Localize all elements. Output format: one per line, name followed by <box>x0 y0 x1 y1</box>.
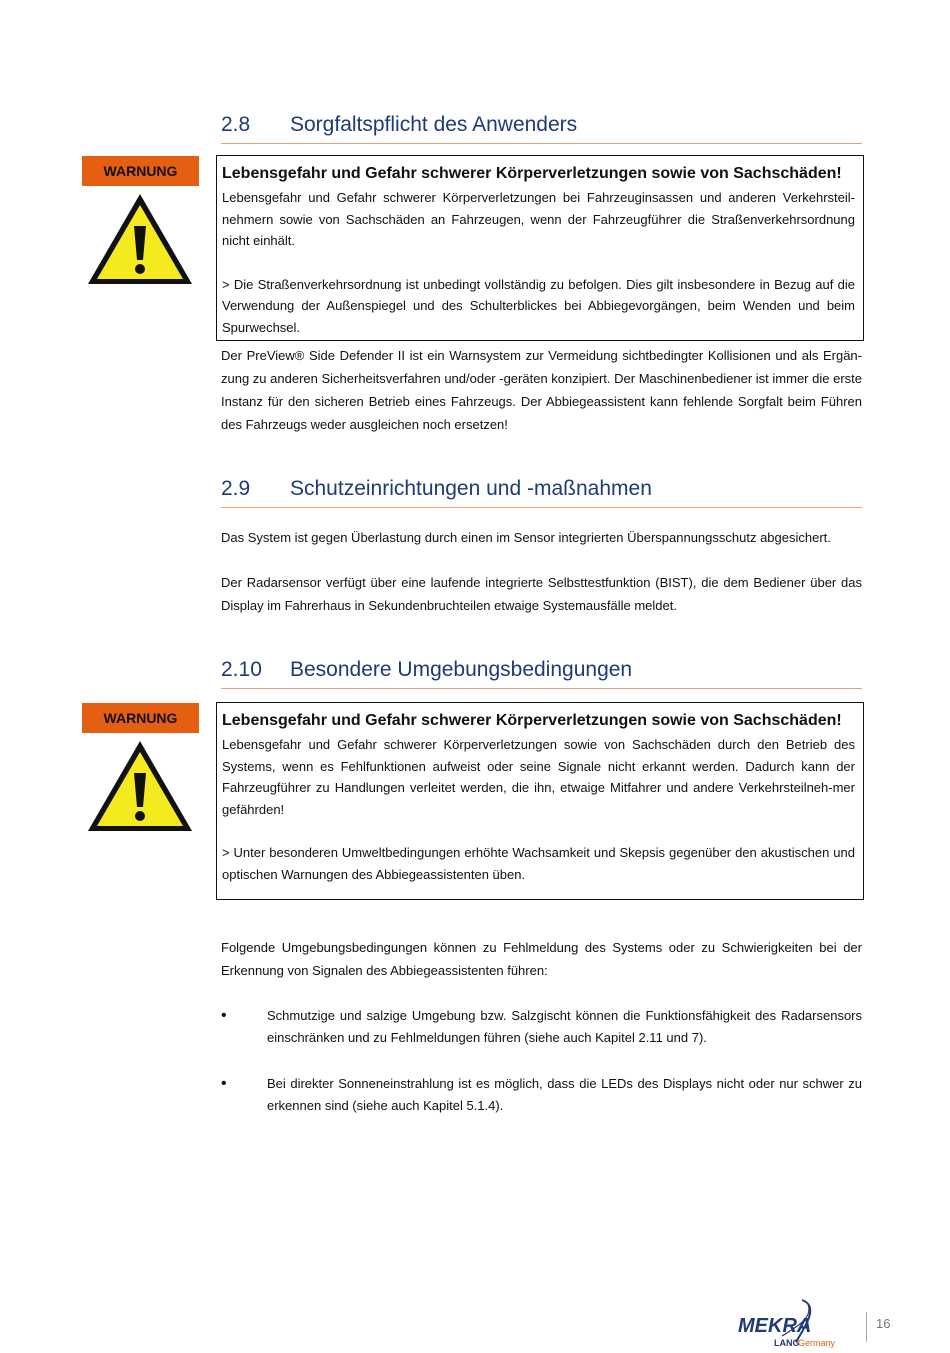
list-item <box>221 1005 862 1049</box>
bullet-icon: • <box>221 1075 227 1092</box>
section-number: 2.9 <box>221 477 251 500</box>
paragraph: Folgende Umgebungsbedingungen können zu Fehlmeldung des Systems oder zu Schwierigkeiten bei der Erkennung von Signalen des Abbiegeassistenten führen: <box>221 940 862 978</box>
warning-triangle-icon <box>84 190 196 288</box>
logo-main-text: MEKRA <box>738 1315 812 1337</box>
paragraph: Der PreView® Side Defender II ist ein Warnsystem zur Vermeidung sichtbedingter Kollisionen und als Ergän-zung zu anderen Sicherheitsverfahren und/oder -geräten konzipiert. Der Maschinenbediener ist immer die erste Instanz für den sicheren Betrieb eines Fahrzeugs. Der Abbiegeassistent kann fehlende Sorgfalt beim Führen des Fahrzeugs weder ausgleichen noch ersetzen! <box>221 348 862 432</box>
paragraph: Der Radarsensor verfügt über eine laufende integrierte Selbsttestfunktion (BIST), die dem Bediener über das Display im Fahrerhaus in Sekundenbruchteilen etwaige Systemausfälle meldet. <box>221 575 862 613</box>
warning-badge: WARNUNG <box>82 703 199 733</box>
company-logo <box>738 1296 848 1352</box>
bullet-icon: • <box>221 1007 227 1024</box>
warning-triangle-icon <box>84 737 196 835</box>
logo-sub-text: LANG <box>774 1338 800 1348</box>
list-item-text: Schmutzige und salzige Umgebung bzw. Salzgischt können die Funktionsfähigkeit des Radarsensors einschränken und zu Fehlmeldungen führen (siehe auch Kapitel 2.11 und 7). <box>267 1008 862 1045</box>
warning-box <box>216 702 864 900</box>
section-title: Schutzeinrichtungen und -maßnahmen <box>290 477 652 500</box>
warning-title: Lebensgefahr und Gefahr schwerer Körperverletzungen sowie von Sachschäden! <box>222 165 842 182</box>
warning-text: Lebensgefahr und Gefahr schwerer Körperverletzungen sowie von Sachschäden durch den Betrieb des Systems, wenn es Fehlfunktionen aufweist oder seine Signale nicht erkannt werden. Dadurch kann der Fahrzeugführer zu Handlungen verleitet werden, die ihn, etwaige Mitfahrer und andere Verkehrsteilneh-mer gefährden! <box>222 737 855 817</box>
warning-instruction: > Die Straßenverkehrsordnung ist unbedingt vollständig zu befolgen. Dies gilt insbesondere in Bezug auf die Verwendung der Außenspiegel und des Schulterblickes bei Abbiegevorgängen, beim Wenden und beim Spurwechsel. <box>222 276 855 335</box>
page-number: 16 <box>876 1316 891 1331</box>
warning-box <box>216 155 864 341</box>
list-item-text: Bei direkter Sonneneinstrahlung ist es möglich, dass die LEDs des Displays nicht oder nur schwer zu erkennen sind (siehe auch Kapitel 5.1.4). <box>267 1076 862 1113</box>
list-item <box>221 1073 862 1117</box>
section-heading-2-8 <box>221 111 862 144</box>
section-number: 2.10 <box>221 658 262 681</box>
section-title: Besondere Umgebungsbedingungen <box>290 658 633 681</box>
section-heading-2-9 <box>221 475 862 508</box>
logo-country-text: Germany <box>798 1338 836 1348</box>
section-title: Sorgfaltspflicht des Anwenders <box>290 113 578 136</box>
warning-title: Lebensgefahr und Gefahr schwerer Körperverletzungen sowie von Sachschäden! <box>222 712 842 729</box>
footer-divider <box>866 1312 867 1342</box>
warning-badge: WARNUNG <box>82 156 199 186</box>
warning-instruction: > Unter besonderen Umweltbedingungen erhöhte Wachsamkeit und Skepsis gegenüber den akustischen und optischen Warnungen des Abbiegeassistenten üben. <box>222 845 855 882</box>
paragraph: Das System ist gegen Überlastung durch einen im Sensor integrierten Überspannungsschutz abgesichert. <box>221 530 831 545</box>
warning-text: Lebensgefahr und Gefahr schwerer Körperverletzungen bei Fahrzeuginsassen und anderen Verkehrsteil-nehmern sowie von Sachschäden an Fahrzeugen, wenn der Fahrzeugführer die Straßenverkehrsordnung nicht einhält. <box>222 190 855 248</box>
section-heading-2-10 <box>221 656 862 689</box>
section-number: 2.8 <box>221 113 251 136</box>
